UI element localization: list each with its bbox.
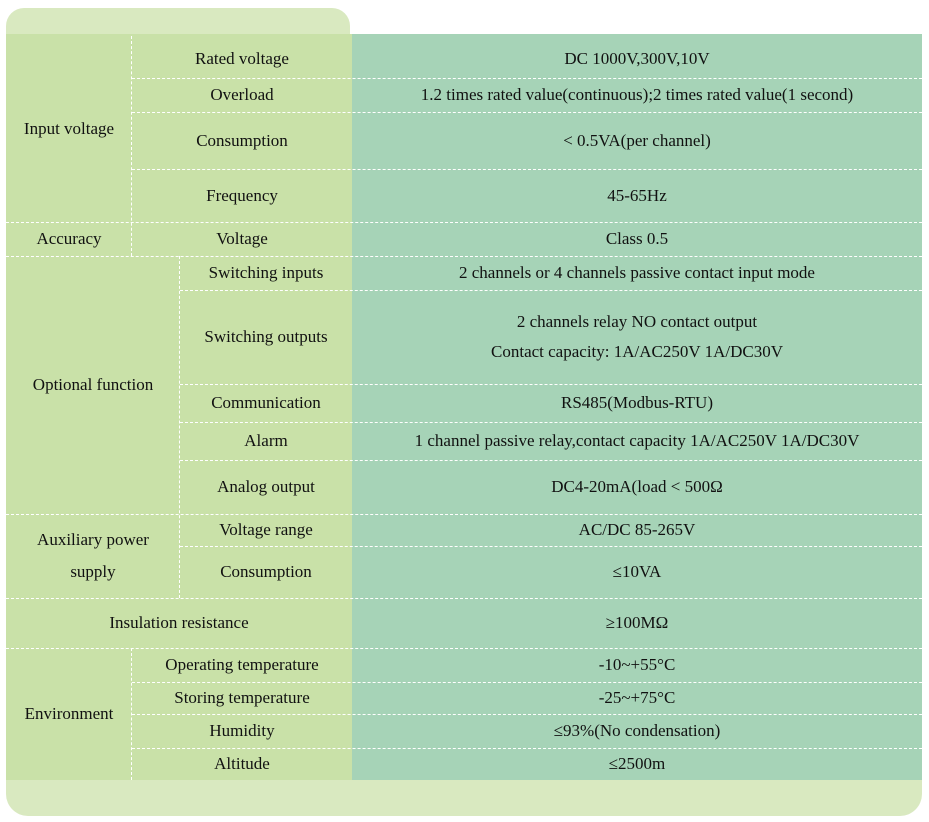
value-cell: ≤10VA <box>612 562 662 581</box>
row-divider <box>180 290 922 291</box>
value-cell: ≤93%(No condensation) <box>553 721 721 740</box>
item-label: Consumption <box>220 562 312 581</box>
value-cell: AC/DC 85-265V <box>578 520 696 539</box>
value-cell <box>352 290 922 384</box>
value-cell: RS485(Modbus-RTU) <box>561 393 713 412</box>
item-label: Switching outputs <box>204 327 328 346</box>
value-cell: Class 0.5 <box>605 229 669 248</box>
value-cell: ≥100MΩ <box>605 613 669 632</box>
item-label: Communication <box>211 393 321 412</box>
group-label-accuracy: Accuracy <box>36 229 102 248</box>
value-line: Contact capacity: 1A/AC250V 1A/DC30V <box>491 342 783 361</box>
group-label-auxiliary-power-supply <box>6 514 180 598</box>
column-divider <box>131 36 132 256</box>
item-label: Voltage range <box>219 520 313 539</box>
row-divider <box>132 169 922 170</box>
row-divider <box>6 598 922 599</box>
row-divider <box>132 748 922 749</box>
row-divider <box>132 78 922 79</box>
value-cell: < 0.5VA(per channel) <box>563 130 711 150</box>
item-label: Humidity <box>209 721 275 740</box>
group-label-optional-function: Optional function <box>32 375 154 394</box>
row-divider <box>6 256 922 257</box>
value-cell: 1 channel passive relay,contact capacity 1A/AC250V 1A/DC30V <box>414 431 860 450</box>
item-label: Storing temperature <box>174 688 310 707</box>
value-cell: DC4-20mA(load < 500Ω <box>551 477 723 496</box>
item-label: Consumption <box>196 130 288 150</box>
item-label: Frequency <box>206 185 278 205</box>
row-divider <box>180 546 922 547</box>
group-label-auxiliary-line1: Auxiliary power <box>37 530 149 549</box>
row-divider <box>132 112 922 113</box>
row-divider <box>6 514 922 515</box>
value-cell: DC 1000V,300V,10V <box>564 49 710 68</box>
group-label-auxiliary-line2: supply <box>70 562 116 581</box>
item-label: Altitude <box>214 754 270 773</box>
value-cell: 1.2 times rated value(continuous);2 times rated value(1 second) <box>420 85 854 104</box>
item-label: Switching inputs <box>208 263 324 282</box>
row-divider <box>180 384 922 385</box>
value-cell: 2 channels or 4 channels passive contact input mode <box>459 263 815 282</box>
group-label-insulation-resistance: Insulation resistance <box>109 613 249 632</box>
value-cell: 45-65Hz <box>607 185 667 205</box>
item-label: Analog output <box>217 477 315 496</box>
row-divider <box>180 460 922 461</box>
value-cell: -25~+75°C <box>598 688 676 707</box>
row-divider <box>6 222 922 223</box>
item-label: Alarm <box>244 431 288 450</box>
row-divider <box>132 714 922 715</box>
item-label: Voltage <box>216 229 268 248</box>
row-divider <box>6 648 922 649</box>
value-cell: ≤2500m <box>608 754 666 773</box>
group-label-input-voltage: Input voltage <box>23 119 115 138</box>
item-label: Rated voltage <box>195 49 289 68</box>
value-line: 2 channels relay NO contact output <box>516 312 758 331</box>
row-divider <box>180 422 922 423</box>
item-label: Operating temperature <box>165 655 319 674</box>
item-label: Overload <box>210 85 274 104</box>
group-label-environment: Environment <box>24 704 114 723</box>
row-divider <box>132 682 922 683</box>
value-cell: -10~+55°C <box>598 655 676 674</box>
